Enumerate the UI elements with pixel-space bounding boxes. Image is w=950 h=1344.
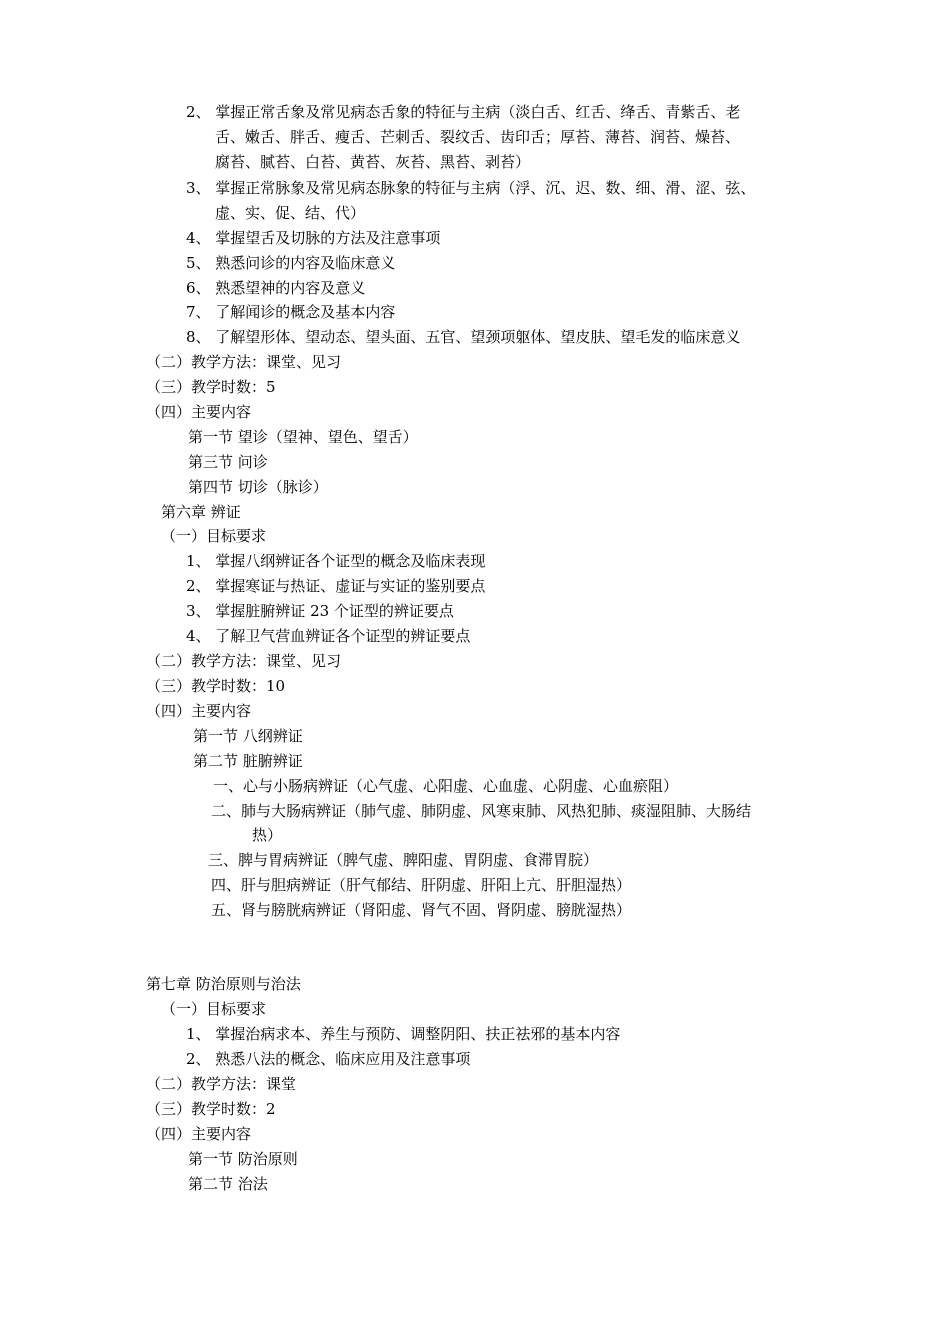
objective-item-5: 5、 熟悉问诊的内容及临床意义 (186, 254, 396, 272)
teaching-method: （二）教学方法：课堂 (146, 1075, 297, 1093)
objectives-heading: （一）目标要求 (161, 1000, 267, 1018)
main-content-heading: （四）主要内容 (146, 403, 252, 421)
subsection-item-line-1: 二、肺与大肠病辨证（肺气虚、肺阴虚、风寒束肺、风热犯肺、痰湿阻肺、大肠结 (211, 802, 752, 820)
section-item: 第一节 望诊（望神、望色、望舌） (188, 428, 418, 446)
chapter-heading: 第六章 辨证 (161, 503, 241, 521)
objective-item: 3、 掌握脏腑辨证 23 个证型的辨证要点 (186, 602, 454, 620)
objective-item-3-line-2: 虚、实、促、结、代） (215, 204, 366, 222)
chapter-heading: 第七章 防治原则与治法 (146, 975, 301, 993)
subsection-item: 四、肝与胆病辨证（肝气郁结、肝阴虚、肝阳上亢、肝胆湿热） (211, 876, 632, 894)
section-item: 第二节 脏腑辨证 (193, 752, 303, 770)
objective-item-4: 4、 掌握望舌及切脉的方法及注意事项 (186, 229, 441, 247)
teaching-hours: （三）教学时数：10 (146, 677, 286, 695)
objective-item: 1、 掌握治病求本、养生与预防、调整阴阳、扶正祛邪的基本内容 (186, 1025, 621, 1043)
objective-item-3-line-1: 3、 掌握正常脉象及常见病态脉象的特征与主病（浮、沉、迟、数、细、滑、涩、弦、 (186, 179, 756, 197)
objective-item-6: 6、 熟悉望神的内容及意义 (186, 279, 366, 297)
objective-item-7: 7、 了解闻诊的概念及基本内容 (186, 303, 396, 321)
objective-item-2-line-3: 腐苔、腻苔、白苔、黄苔、灰苔、黑苔、剥苔） (215, 153, 531, 171)
teaching-hours: （三）教学时数：2 (146, 1100, 276, 1118)
subsection-item: 五、肾与膀胱病辨证（肾阳虚、肾气不固、肾阴虚、膀胱湿热） (211, 901, 632, 919)
objective-item-2-line-1: 2、 掌握正常舌象及常见病态舌象的特征与主病（淡白舌、红舌、绛舌、青紫舌、老 (186, 103, 741, 121)
section-item: 第二节 治法 (188, 1175, 268, 1193)
objective-item: 2、 熟悉八法的概念、临床应用及注意事项 (186, 1050, 471, 1068)
objective-item: 2、 掌握寒证与热证、虚证与实证的鉴别要点 (186, 577, 486, 595)
teaching-method: （二）教学方法：课堂、见习 (146, 353, 342, 371)
teaching-hours: （三）教学时数：5 (146, 378, 276, 396)
teaching-method: （二）教学方法：课堂、见习 (146, 652, 342, 670)
subsection-item: 一、心与小肠病辨证（心气虚、心阳虚、心血虚、心阴虚、心血瘀阻） (213, 777, 679, 795)
objective-item-8: 8、 了解望形体、望动态、望头面、五官、望颈项躯体、望皮肤、望毛发的临床意义 (186, 328, 741, 346)
subsection-item-line-2: 热） (252, 826, 283, 844)
section-item: 第四节 切诊（脉诊） (188, 478, 328, 496)
objective-item: 4、 了解卫气营血辨证各个证型的辨证要点 (186, 627, 471, 645)
subsection-item: 三、脾与胃病辨证（脾气虚、脾阳虚、胃阴虚、食滞胃脘） (208, 851, 599, 869)
objective-item-2-line-2: 舌、嫩舌、胖舌、瘦舌、芒刺舌、裂纹舌、齿印舌；厚苔、薄苔、润苔、燥苔、 (215, 128, 741, 146)
section-item: 第三节 问诊 (188, 453, 268, 471)
main-content-heading: （四）主要内容 (146, 1125, 252, 1143)
main-content-heading: （四）主要内容 (146, 702, 252, 720)
objectives-heading: （一）目标要求 (161, 527, 267, 545)
section-item: 第一节 防治原则 (188, 1150, 298, 1168)
section-item: 第一节 八纲辨证 (193, 727, 303, 745)
objective-item: 1、 掌握八纲辨证各个证型的概念及临床表现 (186, 552, 486, 570)
